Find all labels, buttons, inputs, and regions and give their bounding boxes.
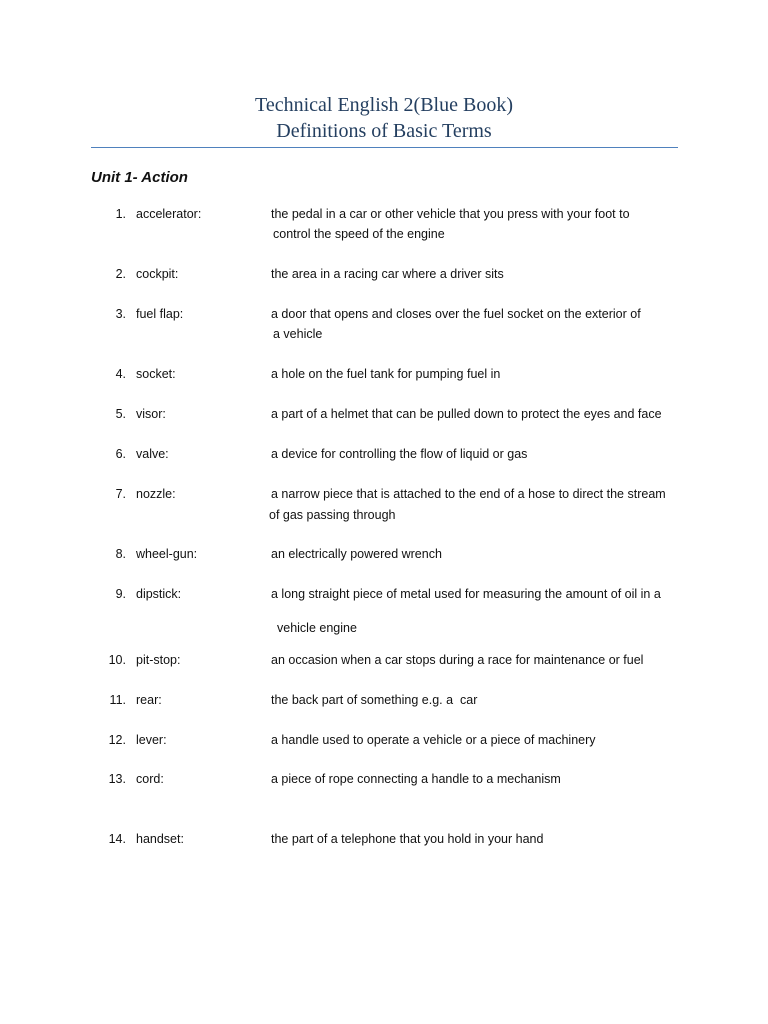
term-definition-continued: of gas passing through: [269, 508, 396, 522]
term-definition: a piece of rope connecting a handle to a mechanism: [271, 772, 561, 786]
term-definition: a narrow piece that is attached to the end of a hose to direct the stream: [271, 487, 666, 501]
term-definition: the part of a telephone that you hold in your hand: [271, 832, 544, 846]
term-number: 5.: [115, 407, 126, 421]
term-definition-continued: a vehicle: [273, 327, 323, 341]
term-number: 3.: [115, 307, 126, 321]
term-definition: an occasion when a car stops during a race for maintenance or fuel: [271, 653, 644, 667]
term-definition: a long straight piece of metal used for measuring the amount of oil in a: [271, 587, 661, 601]
term-word: pit-stop:: [136, 653, 181, 667]
term-word: valve:: [136, 447, 169, 461]
term-number: 12.: [108, 733, 126, 747]
term-word: visor:: [136, 407, 166, 421]
term-definition: a hole on the fuel tank for pumping fuel in: [271, 367, 501, 381]
term-number: 1.: [115, 207, 126, 221]
term-word: wheel-gun:: [136, 547, 198, 561]
term-word: nozzle:: [136, 487, 176, 501]
term-word: fuel flap:: [136, 307, 184, 321]
term-definition: a part of a helmet that can be pulled down to protect the eyes and face: [271, 407, 662, 421]
term-word: socket:: [136, 367, 176, 381]
document-title: Technical English 2(Blue Book): [255, 94, 513, 116]
term-definition: an electrically powered wrench: [271, 547, 442, 561]
term-number: 4.: [115, 367, 126, 381]
term-number: 13.: [108, 772, 126, 786]
term-word: accelerator:: [136, 207, 202, 221]
term-definition: the pedal in a car or other vehicle that you press with your foot to: [271, 207, 630, 221]
term-definition: a door that opens and closes over the fuel socket on the exterior of: [271, 307, 641, 321]
term-word: rear:: [136, 693, 162, 707]
document-subtitle: Definitions of Basic Terms: [276, 120, 492, 142]
term-definition: the area in a racing car where a driver sits: [271, 267, 504, 281]
term-number: 6.: [115, 447, 126, 461]
term-word: dipstick:: [136, 587, 182, 601]
term-definition: a handle used to operate a vehicle or a piece of machinery: [271, 733, 596, 747]
term-number: 10.: [108, 653, 126, 667]
unit-heading: Unit 1- Action: [91, 169, 188, 186]
term-number: 14.: [108, 832, 126, 846]
term-number: 11.: [109, 693, 126, 707]
term-definition-continued: vehicle engine: [277, 621, 357, 635]
term-word: lever:: [136, 733, 167, 747]
term-word: handset:: [136, 832, 184, 846]
term-number: 7.: [115, 487, 126, 501]
term-number: 9.: [115, 587, 126, 601]
term-definition: a device for controlling the flow of liquid or gas: [271, 447, 528, 461]
term-definition: the back part of something e.g. a car: [271, 693, 478, 707]
term-definition-continued: control the speed of the engine: [273, 227, 445, 241]
term-number: 8.: [115, 547, 126, 561]
term-word: cord:: [136, 772, 164, 786]
term-word: cockpit:: [136, 267, 179, 281]
term-number: 2.: [115, 267, 126, 281]
